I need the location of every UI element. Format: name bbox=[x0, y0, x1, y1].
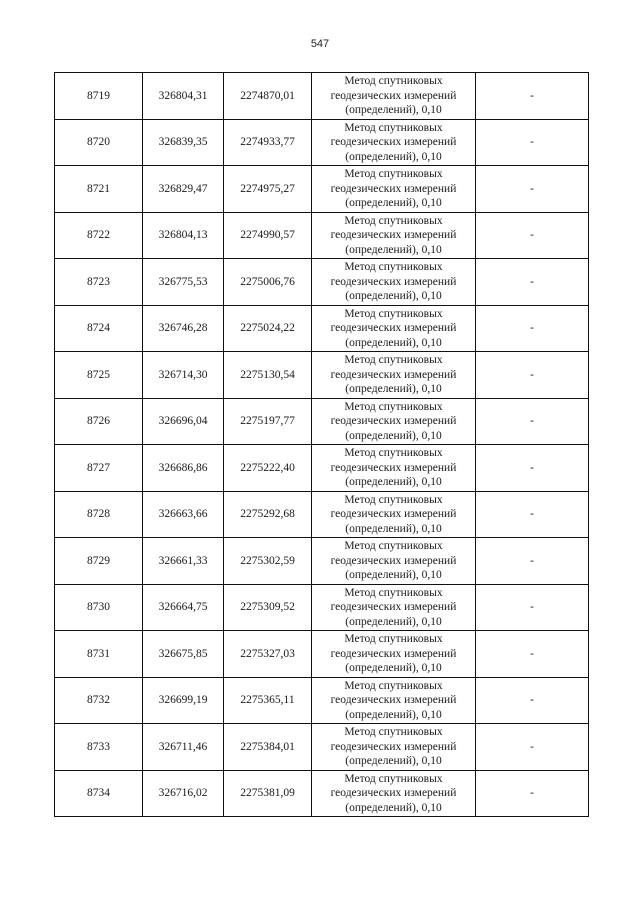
method-cell bbox=[312, 491, 476, 538]
y-coordinate-cell: 2274870,01 bbox=[224, 73, 312, 120]
y-coordinate-cell: 2275292,68 bbox=[224, 491, 312, 538]
method-text-line: Метод спутниковых bbox=[344, 493, 443, 506]
y-coordinate-cell: 2275130,54 bbox=[224, 352, 312, 399]
table-row bbox=[55, 631, 589, 678]
x-coordinate-cell: 326699,19 bbox=[143, 677, 224, 724]
method-text-line: Метод спутниковых bbox=[344, 400, 443, 413]
table-row bbox=[55, 352, 589, 399]
y-coordinate-cell: 2275024,22 bbox=[224, 305, 312, 352]
method-cell bbox=[312, 538, 476, 585]
note-cell: - bbox=[476, 724, 589, 771]
method-text-line: геодезических измерений bbox=[330, 275, 457, 288]
method-text-line: (определений), 0,10 bbox=[345, 104, 442, 116]
method-text-line: геодезических измерений bbox=[330, 554, 457, 567]
table-row bbox=[55, 119, 589, 166]
point-number-cell: 8731 bbox=[55, 631, 143, 678]
y-coordinate-cell: 2275309,52 bbox=[224, 584, 312, 631]
note-cell: - bbox=[476, 212, 589, 259]
y-coordinate-cell: 2275006,76 bbox=[224, 259, 312, 306]
table-row bbox=[55, 677, 589, 724]
note-cell: - bbox=[476, 631, 589, 678]
y-coordinate-cell: 2274933,77 bbox=[224, 119, 312, 166]
point-number-cell: 8722 bbox=[55, 212, 143, 259]
method-cell bbox=[312, 259, 476, 306]
x-coordinate-cell: 326746,28 bbox=[143, 305, 224, 352]
note-cell: - bbox=[476, 584, 589, 631]
table-row bbox=[55, 305, 589, 352]
y-coordinate-cell: 2275381,09 bbox=[224, 770, 312, 817]
y-coordinate-cell: 2275222,40 bbox=[224, 445, 312, 492]
y-coordinate-cell: 2275302,59 bbox=[224, 538, 312, 585]
method-text-line: (определений), 0,10 bbox=[345, 429, 442, 442]
x-coordinate-cell: 326696,04 bbox=[143, 398, 224, 445]
x-coordinate-cell: 326775,53 bbox=[143, 259, 224, 306]
method-text-line: геодезических измерений bbox=[330, 322, 457, 334]
point-number-cell: 8724 bbox=[55, 305, 143, 352]
table-row bbox=[55, 166, 589, 213]
page-number: 547 bbox=[310, 38, 330, 50]
y-coordinate-cell: 2275384,01 bbox=[224, 724, 312, 771]
method-cell bbox=[312, 631, 476, 678]
method-text-line: геодезических измерений bbox=[330, 461, 457, 474]
method-cell bbox=[312, 445, 476, 492]
method-cell bbox=[312, 305, 476, 352]
y-coordinate-cell: 2275365,11 bbox=[224, 677, 312, 724]
method-text-line: Метод спутниковых bbox=[344, 633, 443, 645]
note-cell: - bbox=[476, 491, 589, 538]
method-text-line: геодезических измерений bbox=[330, 787, 457, 799]
table-row bbox=[55, 770, 589, 817]
method-text-line: (определений), 0,10 bbox=[345, 383, 442, 395]
method-text-line: Метод спутниковых bbox=[344, 726, 443, 738]
method-text-line: (определений), 0,10 bbox=[345, 522, 442, 535]
table-row bbox=[55, 259, 589, 306]
point-number-cell: 8729 bbox=[55, 538, 143, 585]
note-cell: - bbox=[476, 398, 589, 445]
x-coordinate-cell: 326804,31 bbox=[143, 73, 224, 120]
point-number-cell: 8726 bbox=[55, 398, 143, 445]
method-text-line: (определений), 0,10 bbox=[345, 755, 442, 767]
method-text-line: (определений), 0,10 bbox=[345, 150, 442, 163]
method-text-line: геодезических измерений bbox=[330, 647, 457, 660]
note-cell: - bbox=[476, 305, 589, 352]
method-cell bbox=[312, 212, 476, 259]
method-cell bbox=[312, 166, 476, 213]
method-text-line: (определений), 0,10 bbox=[345, 243, 442, 256]
method-text-line: геодезических измерений bbox=[330, 601, 457, 613]
point-number-cell: 8721 bbox=[55, 166, 143, 213]
point-number-cell: 8723 bbox=[55, 259, 143, 306]
method-text-line: (определений), 0,10 bbox=[345, 662, 442, 674]
method-text-line: геодезических измерений bbox=[330, 415, 457, 427]
method-cell bbox=[312, 352, 476, 399]
x-coordinate-cell: 326804,13 bbox=[143, 212, 224, 259]
method-text-line: геодезических измерений bbox=[330, 508, 457, 520]
point-number-cell: 8730 bbox=[55, 584, 143, 631]
point-number-cell: 8720 bbox=[55, 119, 143, 166]
x-coordinate-cell: 326686,86 bbox=[143, 445, 224, 492]
table-row bbox=[55, 724, 589, 771]
x-coordinate-cell: 326716,02 bbox=[143, 770, 224, 817]
method-cell bbox=[312, 398, 476, 445]
note-cell: - bbox=[476, 119, 589, 166]
table-row bbox=[55, 491, 589, 538]
point-number-cell: 8734 bbox=[55, 770, 143, 817]
method-text-line: Метод спутниковых bbox=[344, 121, 443, 134]
point-number-cell: 8728 bbox=[55, 491, 143, 538]
table-row bbox=[55, 538, 589, 585]
method-text-line: (определений), 0,10 bbox=[345, 569, 442, 581]
note-cell: - bbox=[476, 259, 589, 306]
method-text-line: (определений), 0,10 bbox=[345, 801, 442, 814]
method-text-line: (определений), 0,10 bbox=[345, 476, 442, 488]
table-body bbox=[55, 73, 589, 817]
table-row bbox=[55, 398, 589, 445]
method-text-line: Метод спутниковых bbox=[344, 772, 443, 785]
x-coordinate-cell: 326661,33 bbox=[143, 538, 224, 585]
method-text-line: Метод спутниковых bbox=[344, 540, 443, 552]
method-text-line: Метод спутниковых bbox=[344, 75, 443, 87]
x-coordinate-cell: 326675,85 bbox=[143, 631, 224, 678]
note-cell: - bbox=[476, 677, 589, 724]
method-cell bbox=[312, 119, 476, 166]
method-text-line: геодезических измерений bbox=[330, 368, 457, 381]
point-number-cell: 8733 bbox=[55, 724, 143, 771]
note-cell: - bbox=[476, 538, 589, 585]
x-coordinate-cell: 326714,30 bbox=[143, 352, 224, 399]
method-text-line: геодезических измерений bbox=[330, 740, 457, 753]
method-text-line: геодезических измерений bbox=[330, 89, 457, 102]
table-row bbox=[55, 445, 589, 492]
point-number-cell: 8725 bbox=[55, 352, 143, 399]
method-text-line: Метод спутниковых bbox=[344, 261, 443, 273]
table-row bbox=[55, 584, 589, 631]
y-coordinate-cell: 2274975,27 bbox=[224, 166, 312, 213]
method-cell bbox=[312, 770, 476, 817]
method-cell bbox=[312, 584, 476, 631]
method-text-line: Метод спутниковых bbox=[344, 307, 443, 320]
note-cell: - bbox=[476, 73, 589, 120]
method-cell bbox=[312, 73, 476, 120]
y-coordinate-cell: 2275197,77 bbox=[224, 398, 312, 445]
note-cell: - bbox=[476, 445, 589, 492]
method-text-line: Метод спутниковых bbox=[344, 679, 443, 692]
coordinates-table bbox=[54, 72, 589, 817]
method-text-line: геодезических измерений bbox=[330, 182, 457, 195]
method-cell bbox=[312, 724, 476, 771]
method-text-line: (определений), 0,10 bbox=[345, 336, 442, 349]
method-text-line: геодезических измерений bbox=[330, 229, 457, 241]
method-cell bbox=[312, 677, 476, 724]
method-text-line: Метод спутниковых bbox=[344, 168, 443, 180]
method-text-line: геодезических измерений bbox=[330, 694, 457, 706]
table-row bbox=[55, 212, 589, 259]
method-text-line: (определений), 0,10 bbox=[345, 197, 442, 209]
method-text-line: Метод спутниковых bbox=[344, 214, 443, 227]
method-text-line: Метод спутниковых bbox=[344, 354, 443, 366]
point-number-cell: 8719 bbox=[55, 73, 143, 120]
method-text-line: Метод спутниковых bbox=[344, 586, 443, 599]
x-coordinate-cell: 326711,46 bbox=[143, 724, 224, 771]
note-cell: - bbox=[476, 770, 589, 817]
table-row bbox=[55, 73, 589, 120]
x-coordinate-cell: 326829,47 bbox=[143, 166, 224, 213]
method-text-line: (определений), 0,10 bbox=[345, 708, 442, 721]
method-text-line: Метод спутниковых bbox=[344, 447, 443, 459]
point-number-cell: 8727 bbox=[55, 445, 143, 492]
method-text-line: (определений), 0,10 bbox=[345, 290, 442, 302]
point-number-cell: 8732 bbox=[55, 677, 143, 724]
x-coordinate-cell: 326663,66 bbox=[143, 491, 224, 538]
note-cell: - bbox=[476, 352, 589, 399]
y-coordinate-cell: 2275327,03 bbox=[224, 631, 312, 678]
method-text-line: (определений), 0,10 bbox=[345, 615, 442, 628]
method-text-line: геодезических измерений bbox=[330, 136, 457, 148]
note-cell: - bbox=[476, 166, 589, 213]
x-coordinate-cell: 326839,35 bbox=[143, 119, 224, 166]
x-coordinate-cell: 326664,75 bbox=[143, 584, 224, 631]
y-coordinate-cell: 2274990,57 bbox=[224, 212, 312, 259]
